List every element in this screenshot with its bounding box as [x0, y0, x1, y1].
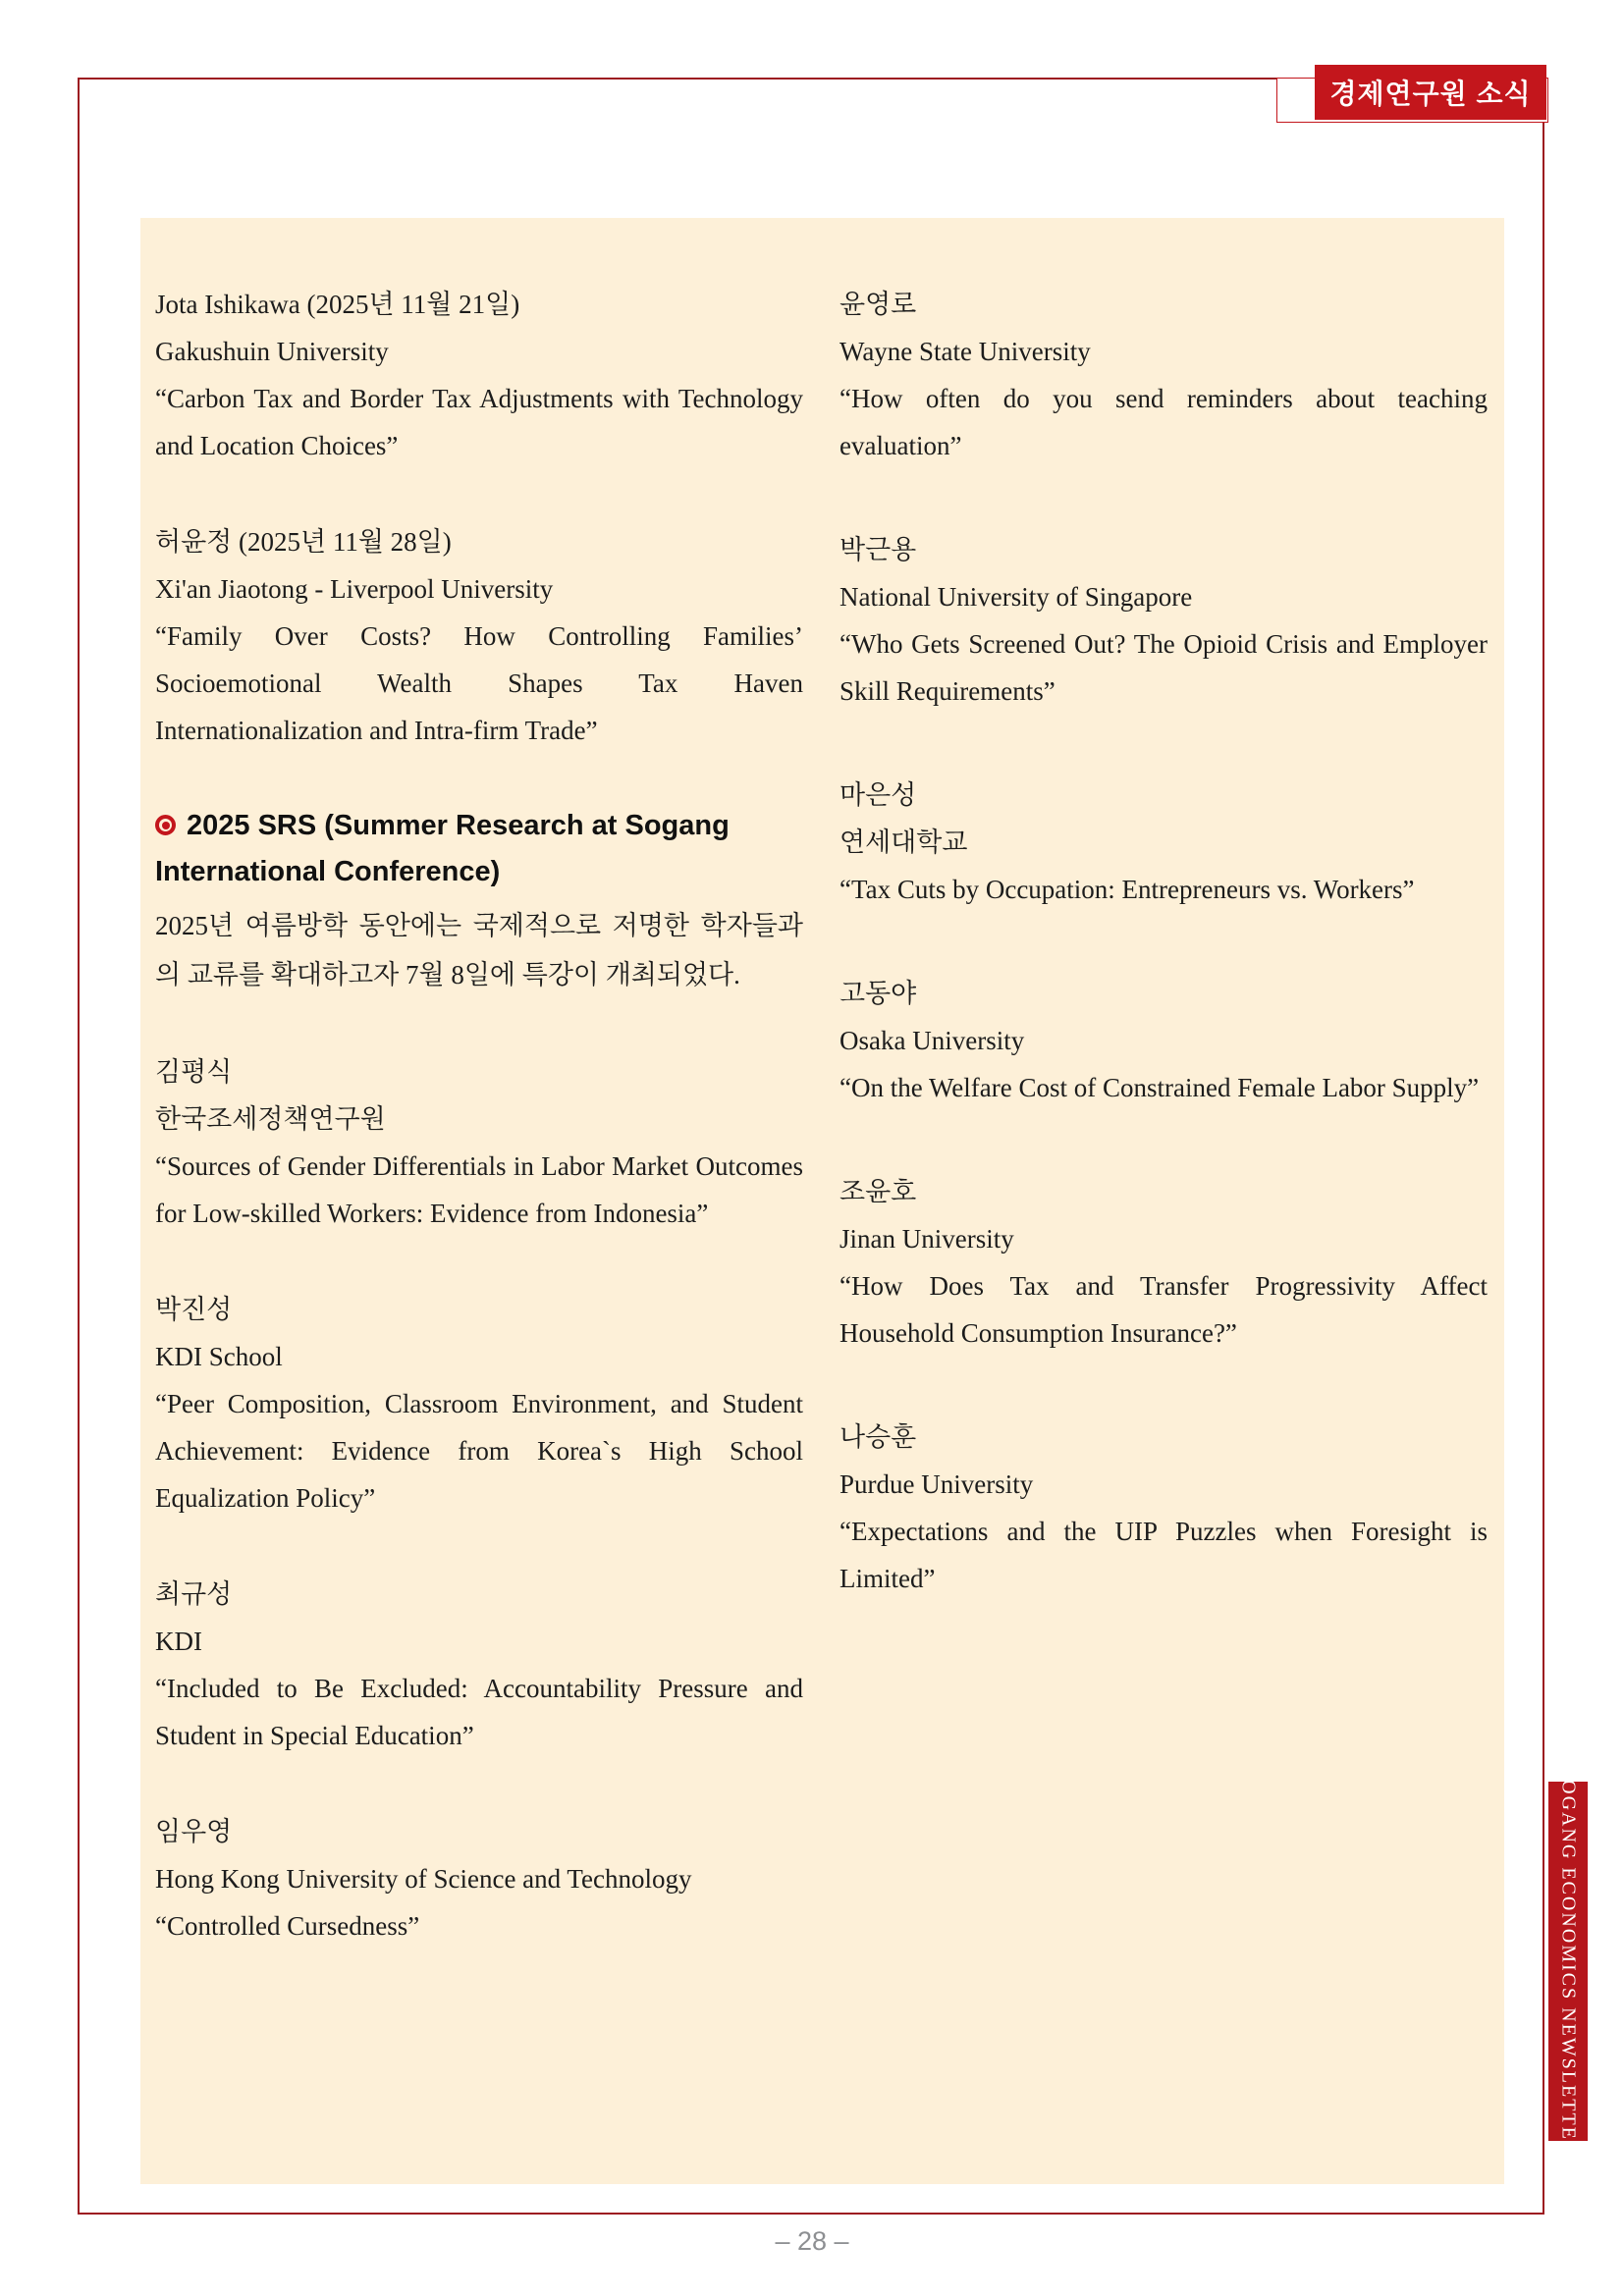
- speaker-affiliation: Purdue University: [839, 1469, 1034, 1499]
- content-panel: [140, 218, 1504, 2184]
- seminar-entry: [155, 1571, 803, 1759]
- talk-title: “How often do you send reminders about teaching evaluation”: [839, 384, 1488, 460]
- talk-title: “Tax Cuts by Occupation: Entrepreneurs vs. Workers”: [839, 875, 1415, 904]
- speaker-affiliation: Hong Kong University of Science and Technology: [155, 1864, 692, 1894]
- speaker-name: 김평식: [155, 1057, 233, 1087]
- left-column: [155, 281, 803, 1999]
- talk-title: “Sources of Gender Differentials in Labor Market Outcomes for Low-skilled Workers: Evidence from Indonesia”: [155, 1151, 803, 1228]
- talk-title: “On the Welfare Cost of Constrained Female Labor Supply”: [839, 1073, 1480, 1102]
- section-heading: [155, 803, 803, 895]
- speaker-name: 윤영로: [839, 290, 917, 319]
- speaker-name: 고동야: [839, 979, 917, 1008]
- newsletter-side-tab: [1548, 1766, 1588, 2157]
- talk-title: “Who Gets Screened Out? The Opioid Crisis and Employer Skill Requirements”: [839, 629, 1488, 706]
- page-number: – 28 –: [775, 2226, 849, 2256]
- talk-title: “Included to Be Excluded: Accountability Pressure and Student in Special Education”: [155, 1674, 803, 1750]
- section-intro: 2025년 여름방학 동안에는 국제적으로 저명한 학자들과의 교류를 확대하고자 7월 8일에 특강이 개최되었다.: [155, 911, 803, 989]
- speaker-name: 허윤정 (2025년 11월 28일): [155, 527, 452, 557]
- side-tab-label: SOGANG ECONOMICS NEWSLETTER: [1557, 1766, 1580, 2157]
- speaker-affiliation: KDI: [155, 1627, 202, 1656]
- section-heading-text: 2025 SRS (Summer Research at Sogang International Conference): [155, 810, 730, 887]
- speaker-affiliation: National University of Singapore: [839, 582, 1193, 612]
- talk-title: “How Does Tax and Transfer Progressivity Affect Household Consumption Insurance?”: [839, 1271, 1488, 1348]
- talk-title: “Expectations and the UIP Puzzles when Foresight is Limited”: [839, 1517, 1488, 1593]
- section-badge: 경제연구원 소식: [1315, 65, 1546, 120]
- seminar-entry: [839, 1168, 1488, 1357]
- speaker-affiliation: Wayne State University: [839, 337, 1091, 366]
- seminar-entry: [155, 281, 803, 469]
- speaker-name: 임우영: [155, 1817, 233, 1846]
- two-column-layout: [155, 281, 1488, 1999]
- speaker-name: 마은성: [839, 780, 917, 810]
- talk-title: “Family Over Costs? How Controlling Families’ Socioemotional Wealth Shapes Tax Haven Internationalization and Intra-firm Trade”: [155, 621, 803, 745]
- talk-title: “Carbon Tax and Border Tax Adjustments with Technology and Location Choices”: [155, 384, 803, 460]
- talk-title: “Controlled Cursedness”: [155, 1911, 420, 1941]
- seminar-entry: [839, 281, 1488, 469]
- speaker-name: 조윤호: [839, 1177, 917, 1206]
- section-2025-srs: [155, 803, 803, 999]
- speaker-name: 최규성: [155, 1579, 233, 1609]
- seminar-entry: [155, 1808, 803, 1949]
- speaker-name: 박진성: [155, 1295, 233, 1324]
- right-column: [839, 281, 1488, 1999]
- seminar-entry: [839, 526, 1488, 715]
- seminar-entry: [839, 970, 1488, 1111]
- speaker-affiliation: Gakushuin University: [155, 337, 389, 366]
- speaker-affiliation: 한국조세정책연구원: [155, 1104, 386, 1134]
- speaker-affiliation: Osaka University: [839, 1026, 1025, 1055]
- speaker-affiliation: KDI School: [155, 1342, 283, 1371]
- talk-title: “Peer Composition, Classroom Environment, and Student Achievement: Evidence from Korea`s High School Equalization Policy”: [155, 1389, 803, 1513]
- seminar-entry: [839, 1414, 1488, 1602]
- speaker-affiliation: Xi'an Jiaotong - Liverpool University: [155, 574, 554, 604]
- speaker-affiliation: Jinan University: [839, 1224, 1014, 1254]
- seminar-entry: [155, 518, 803, 754]
- bullseye-bullet-icon: [155, 815, 176, 835]
- seminar-entry: [155, 1048, 803, 1237]
- speaker-name: 박근용: [839, 535, 917, 564]
- seminar-entry: [839, 772, 1488, 913]
- seminar-entry: [155, 1286, 803, 1522]
- speaker-name: 나승훈: [839, 1422, 917, 1452]
- speaker-name: Jota Ishikawa (2025년 11월 21일): [155, 290, 520, 319]
- speaker-affiliation: 연세대학교: [839, 828, 968, 857]
